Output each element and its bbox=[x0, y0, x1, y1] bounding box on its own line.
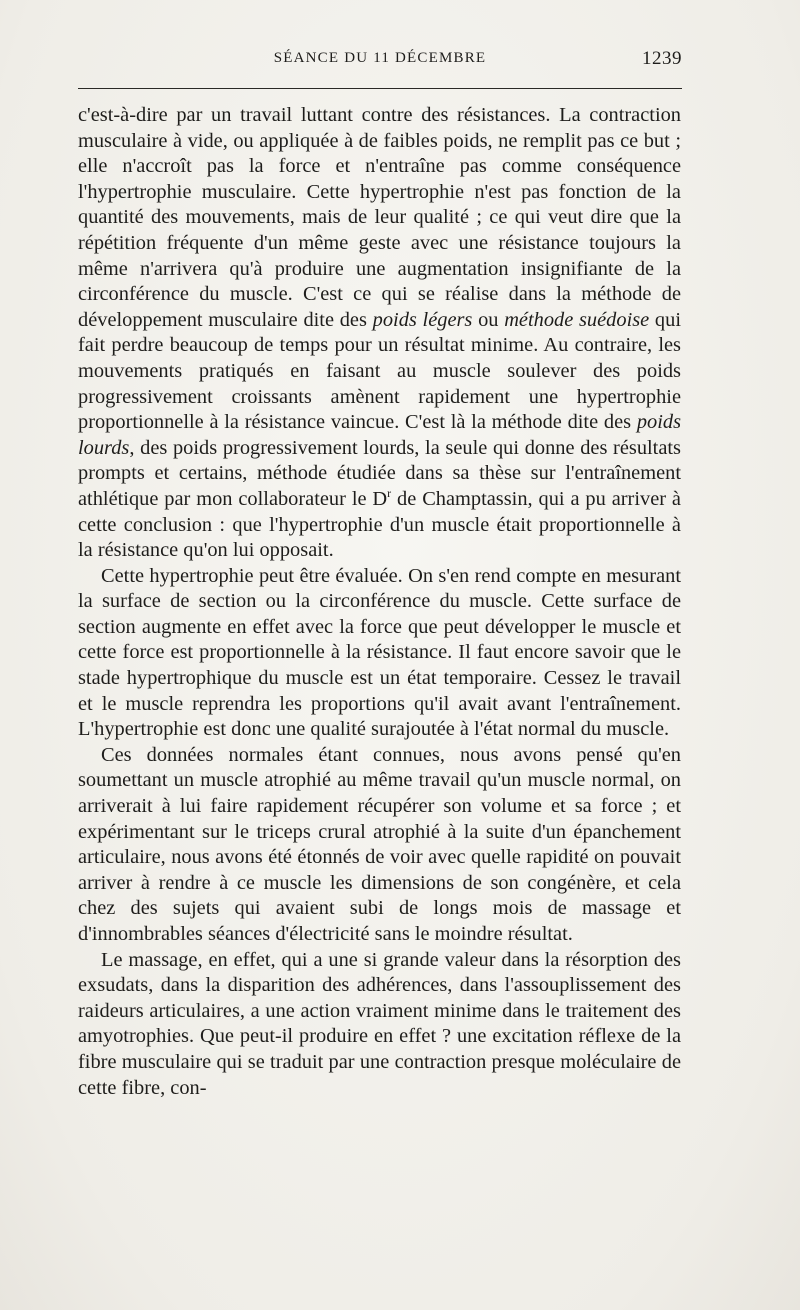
page-header bbox=[78, 48, 682, 76]
text-run: ou bbox=[472, 308, 505, 331]
superscript-r: r bbox=[387, 486, 392, 501]
text-run: de Champtassin, qui a pu arriver à cette conclusion : que l'hypertrophie d'un muscle était proportionnelle à la résistance qu'on lui opposait. bbox=[78, 487, 681, 562]
text-run: Cette hypertrophie peut être évaluée. On s'en rend compte en mesurant la surface de section ou la circonférence du muscle. Cette surface de section augmente en effet avec la force que peut développer le muscle et cette force est proportionnelle à la résistance. Il faut encore savoir que le stade hypertrophique du muscle est un état temporaire. Cessez le travail et le muscle reprendra les proportions qu'il avait avant l'entraînement. L'hypertrophie est donc une qualité surajoutée à l'état normal du muscle. bbox=[78, 564, 681, 741]
paragraph-2 bbox=[78, 564, 681, 743]
body-text bbox=[78, 103, 681, 1101]
text-run: c'est-à-dire par un travail luttant contre des résistances. La contraction musculaire à vide, ou appliquée à de faibles poids, ne remplit pas ce but ; elle n'accroît pas la force et n'entraîne pas comme conséquence l'hypertrophie musculaire. Cette hypertrophie n'est pas fonction de la quantité des mouvements, mais de leur qualité ; ce qui veut dire que la répétition fréquente d'un même geste avec une résistance toujours la même n'arrivera qu'à produire une augmentation insignifiante de la circonférence du muscle. C'est ce qui se réalise dans la méthode de développement musculaire dite des bbox=[78, 104, 681, 331]
running-title: SÉANCE DU 11 DÉCEMBRE bbox=[273, 50, 487, 66]
text-run: qui fait perdre beaucoup de temps pour un résultat minime. Au contraire, les mouvements pratiqués en faisant au muscle soulever des poids progressivement croissants amènent rapidement une hypertrophie proportionnelle à la résistance vaincue. C'est là la méthode dite des bbox=[78, 308, 681, 434]
paragraph-3 bbox=[78, 743, 681, 948]
page-number: 1239 bbox=[642, 48, 682, 69]
paragraph-4 bbox=[78, 948, 681, 1102]
paragraph-1 bbox=[78, 103, 681, 564]
italic-term-poids-legers: poids légers bbox=[372, 308, 473, 331]
text-run: Ces données normales étant connues, nous avons pensé qu'en soumettant un muscle atrophié au même travail qu'un muscle normal, on arriverait à lui faire rapidement récupérer son volume et sa force ; et expérimentant sur le triceps crural atrophié à la suite d'un épanchement articulaire, nous avons été étonnés de voir avec quelle rapidité on pouvait arriver à rendre à ce muscle les dimensions de son congénère, et cela chez des sujets qui avaient subi de longs mois de massage et d'innombrables séances d'électricité sans le moindre résultat. bbox=[78, 743, 681, 945]
text-run: , des poids progressivement lourds, la seule qui donne des résultats prompts et certains, méthode étudiée dans sa thèse sur l'entraînement athlétique par mon collaborateur le D bbox=[78, 436, 681, 510]
text-run: Le massage, en effet, qui a une si grande valeur dans la résorption des exsudats, dans la disparition des adhérences, dans l'assouplissement des raideurs articulaires, a une action vraiment minime dans le traitement des amyotrophies. Que peut-il produire en effet ? une excitation réflexe de la fibre musculaire qui se traduit par une contraction presque moléculaire de cette fibre, con- bbox=[78, 948, 681, 1099]
italic-term-methode-suedoise: méthode suédoise bbox=[504, 308, 650, 331]
italic-term-poids-lourds: poids lourds bbox=[78, 411, 681, 459]
header-rule bbox=[78, 88, 682, 89]
